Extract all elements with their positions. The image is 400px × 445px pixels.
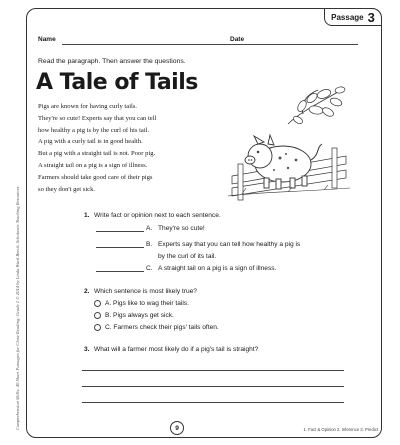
skills-list: 1. Fact & Opinion 2. Inference 3. Predict: [303, 427, 378, 432]
question-2: [84, 288, 354, 348]
radio-icon[interactable]: [94, 312, 101, 319]
statement-text: Experts say that you can tell how healthy a pig is: [158, 241, 301, 248]
statement-letter: B.: [146, 241, 153, 248]
date-label: Date: [230, 36, 245, 43]
name-date-row: [38, 36, 358, 48]
radio-icon[interactable]: [94, 324, 101, 331]
question-1: [84, 212, 354, 292]
story-paragraph: [38, 101, 228, 195]
story-line: A straight tail on a pig is a sign of illness.: [38, 161, 148, 169]
option-text: B. Pigs always get sick.: [105, 312, 174, 319]
option-a[interactable]: [94, 300, 189, 307]
question-text: Which sentence is most likely true?: [94, 288, 197, 295]
passage-number: 3: [367, 9, 375, 25]
option-text: A. Pigs like to wag their tails.: [105, 300, 189, 307]
story-line: so they don't get sick.: [38, 185, 96, 193]
question-number: 3.: [84, 346, 90, 353]
name-label: Name: [38, 36, 56, 43]
passage-tab: [324, 8, 382, 26]
question-number: 2.: [84, 288, 90, 295]
question-text: What will a farmer most likely do if a pig's tail is straight?: [94, 346, 259, 353]
passage-label: Passage: [331, 12, 364, 22]
story-line: But a pig with a straight tail is not. Poor pig.: [38, 150, 156, 158]
pig-illustration: [228, 84, 350, 202]
radio-icon[interactable]: [94, 300, 101, 307]
copyright-spine: [3, 150, 21, 430]
statement-letter: A.: [146, 225, 153, 232]
name-field[interactable]: [62, 44, 258, 45]
statement-text: They're so cute!: [158, 225, 205, 232]
page-number: 9: [170, 421, 184, 435]
statement-letter: C.: [146, 265, 153, 272]
story-line: A pig with a curly tail is in good health.: [38, 138, 143, 146]
question-number: 1.: [84, 212, 90, 219]
story-line: Pigs are known for having curly tails.: [38, 103, 138, 110]
option-c[interactable]: [94, 324, 219, 331]
date-field[interactable]: [246, 44, 358, 45]
answer-blank-a[interactable]: [96, 231, 144, 232]
story-line: Farmers should take good care of their pigs: [38, 173, 153, 181]
statement-text: A straight tail on a pig is a sign of illness.: [158, 265, 277, 272]
passage-title: A Tale of Tails: [36, 70, 198, 95]
story-line: how healthy a pig is by the curl of his tail.: [38, 126, 150, 134]
statement-text-cont: by the curl of its tail.: [158, 253, 217, 260]
question-3: [84, 346, 354, 358]
answer-blank-b[interactable]: [96, 247, 144, 248]
answer-blank-c[interactable]: [96, 271, 144, 272]
option-text: C. Farmers check their pigs' tails often.: [105, 324, 219, 331]
option-b[interactable]: [94, 312, 174, 319]
spine-text: Comprehension Skills: 40 Short Passages for Close Reading: Grade 1 © 2014 by Linda Ward Beech, Scholastic Teaching Resources: [15, 186, 20, 430]
story-line: They're so cute! Experts say that you can tell: [38, 114, 157, 122]
instructions: Read the paragraph. Then answer the questions.: [38, 58, 186, 65]
question-text: Write fact or opinion next to each sentence.: [94, 212, 221, 219]
answer-line[interactable]: [82, 370, 344, 371]
answer-line[interactable]: [82, 386, 344, 387]
answer-line[interactable]: [82, 402, 344, 403]
